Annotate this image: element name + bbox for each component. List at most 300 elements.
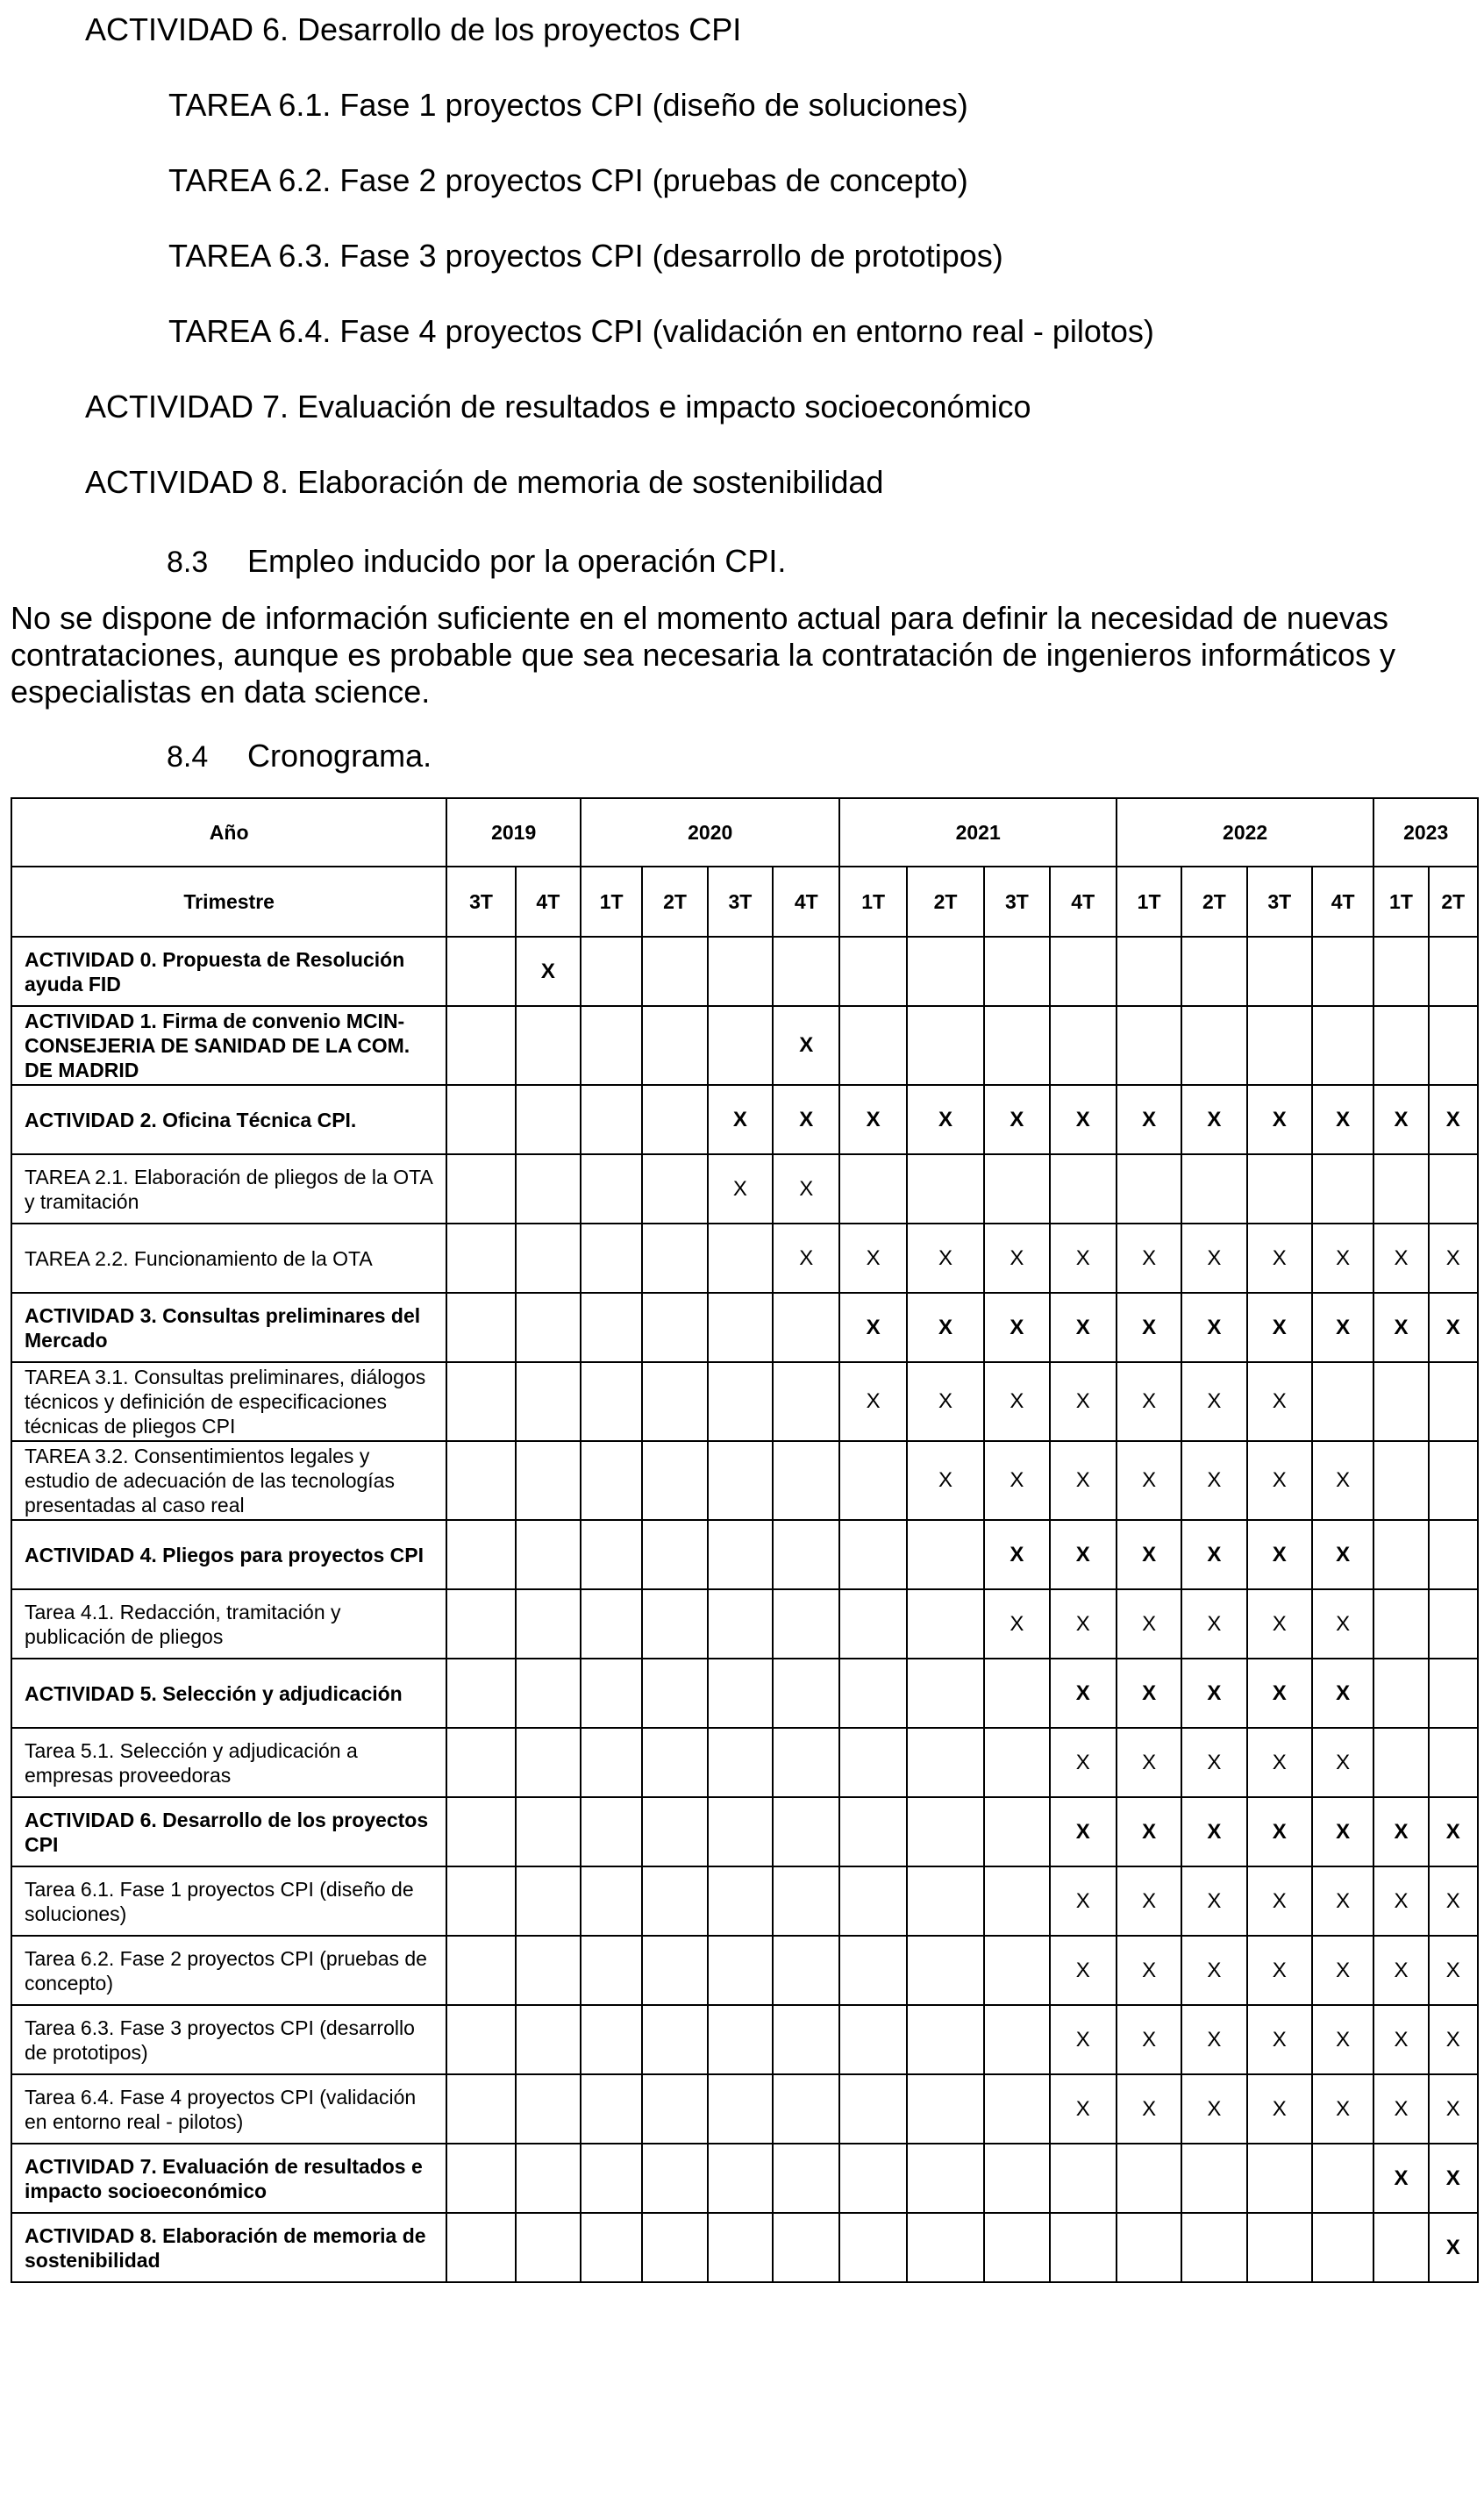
schedule-mark-cell (773, 1866, 839, 1936)
schedule-mark-cell (708, 937, 773, 1006)
activity-label-cell: ACTIVIDAD 6. Desarrollo de los proyectos CPI (11, 1797, 446, 1866)
schedule-mark-cell (516, 1154, 581, 1224)
year-cell: 2019 (446, 798, 581, 867)
schedule-mark-cell: X (1117, 1520, 1181, 1589)
schedule-mark-cell: X (1181, 2005, 1246, 2074)
schedule-mark-cell: X (1373, 1866, 1428, 1936)
schedule-mark-cell: X (1247, 1936, 1312, 2005)
schedule-mark-cell: X (1312, 2074, 1373, 2144)
schedule-mark-cell (1373, 1728, 1428, 1797)
schedule-mark-cell (907, 1006, 984, 1085)
schedule-mark-cell: X (984, 1520, 1049, 1589)
schedule-mark-cell: X (1181, 2074, 1246, 2144)
table-row (11, 1441, 1478, 1520)
schedule-mark-cell (446, 2213, 515, 2282)
schedule-mark-cell (516, 2005, 581, 2074)
schedule-mark-cell (839, 1441, 906, 1520)
schedule-mark-cell (839, 2213, 906, 2282)
section-8-3 (167, 542, 786, 582)
schedule-mark-cell (907, 2144, 984, 2213)
schedule-mark-cell: X (1181, 1085, 1246, 1154)
schedule-mark-cell (581, 1224, 642, 1293)
quarter-cell: 2T (907, 867, 984, 937)
schedule-mark-cell (1373, 1362, 1428, 1441)
schedule-mark-cell: X (1429, 1797, 1478, 1866)
schedule-mark-cell (708, 1659, 773, 1728)
schedule-mark-cell (1429, 1520, 1478, 1589)
quarter-cell: 3T (446, 867, 515, 937)
schedule-mark-cell: X (1181, 1362, 1246, 1441)
schedule-mark-cell: X (1050, 1589, 1117, 1659)
schedule-mark-cell (984, 1728, 1049, 1797)
schedule-mark-cell (1117, 937, 1181, 1006)
schedule-mark-cell (708, 1866, 773, 1936)
schedule-mark-cell (708, 1441, 773, 1520)
schedule-mark-cell (581, 2074, 642, 2144)
schedule-mark-cell: X (773, 1085, 839, 1154)
schedule-mark-cell (773, 2213, 839, 2282)
quarter-cell: 2T (1429, 867, 1478, 937)
schedule-mark-cell: X (1373, 1797, 1428, 1866)
schedule-mark-cell: X (1247, 1728, 1312, 1797)
schedule-mark-cell (839, 1589, 906, 1659)
schedule-mark-cell (773, 1362, 839, 1441)
schedule-mark-cell: X (1429, 2144, 1478, 2213)
schedule-mark-cell (642, 2005, 707, 2074)
schedule-mark-cell (708, 1728, 773, 1797)
line-tarea-6-3: TAREA 6.3. Fase 3 proyectos CPI (desarrollo de prototipos) (168, 238, 1003, 274)
schedule-mark-cell (642, 1006, 707, 1085)
schedule-mark-cell: X (516, 937, 581, 1006)
schedule-mark-cell: X (1312, 1659, 1373, 1728)
schedule-mark-cell (984, 1659, 1049, 1728)
table-row (11, 1154, 1478, 1224)
schedule-mark-cell: X (1247, 1293, 1312, 1362)
schedule-mark-cell (708, 1362, 773, 1441)
schedule-mark-cell (984, 1866, 1049, 1936)
schedule-mark-cell (642, 1866, 707, 1936)
schedule-mark-cell (581, 1293, 642, 1362)
schedule-mark-cell (984, 2144, 1049, 2213)
schedule-mark-cell (984, 1936, 1049, 2005)
activity-label-cell: ACTIVIDAD 5. Selección y adjudicación (11, 1659, 446, 1728)
paragraph-empleo (11, 600, 1475, 710)
schedule-mark-cell (1429, 1659, 1478, 1728)
quarter-cell: 3T (1247, 867, 1312, 937)
schedule-mark-cell (1373, 1520, 1428, 1589)
schedule-mark-cell (446, 1006, 515, 1085)
schedule-mark-cell: X (1312, 1936, 1373, 2005)
schedule-mark-cell: X (1373, 2074, 1428, 2144)
schedule-mark-cell (516, 1936, 581, 2005)
quarter-label-cell: Trimestre (11, 867, 446, 937)
schedule-mark-cell (1247, 1006, 1312, 1085)
schedule-mark-cell: X (1117, 1293, 1181, 1362)
quarter-cell: 4T (1312, 867, 1373, 937)
table-row (11, 1224, 1478, 1293)
schedule-mark-cell: X (907, 1362, 984, 1441)
quarter-cell: 1T (1117, 867, 1181, 937)
schedule-mark-cell (446, 1154, 515, 1224)
cronograma-table (11, 797, 1479, 2283)
schedule-mark-cell (1312, 1362, 1373, 1441)
schedule-mark-cell (1181, 937, 1246, 1006)
schedule-mark-cell: X (1373, 2005, 1428, 2074)
schedule-mark-cell: X (1429, 2213, 1478, 2282)
schedule-mark-cell (446, 2005, 515, 2074)
schedule-mark-cell (708, 2213, 773, 2282)
schedule-mark-cell (984, 2074, 1049, 2144)
schedule-mark-cell (907, 1797, 984, 1866)
quarter-cell: 1T (581, 867, 642, 937)
schedule-mark-cell: X (1050, 1520, 1117, 1589)
quarter-cell: 1T (839, 867, 906, 937)
section-8-4-number: 8.4 (167, 740, 209, 774)
schedule-mark-cell: X (1181, 1797, 1246, 1866)
activity-label-cell: ACTIVIDAD 4. Pliegos para proyectos CPI (11, 1520, 446, 1589)
schedule-mark-cell (642, 1659, 707, 1728)
quarter-cell: 2T (642, 867, 707, 937)
schedule-mark-cell (1247, 2213, 1312, 2282)
schedule-mark-cell: X (1247, 2074, 1312, 2144)
schedule-mark-cell: X (1429, 1936, 1478, 2005)
schedule-mark-cell (1312, 2213, 1373, 2282)
schedule-mark-cell (1117, 1154, 1181, 1224)
schedule-mark-cell (581, 2144, 642, 2213)
activity-label-cell: Tarea 6.4. Fase 4 proyectos CPI (validación en entorno real - pilotos) (11, 2074, 446, 2144)
schedule-mark-cell: X (1117, 1659, 1181, 1728)
schedule-mark-cell: X (1050, 1441, 1117, 1520)
schedule-mark-cell: X (1429, 1866, 1478, 1936)
schedule-mark-cell (839, 1154, 906, 1224)
schedule-mark-cell (642, 1441, 707, 1520)
schedule-mark-cell: X (907, 1224, 984, 1293)
schedule-mark-cell: X (984, 1441, 1049, 1520)
schedule-mark-cell: X (1050, 1866, 1117, 1936)
schedule-mark-cell (984, 937, 1049, 1006)
schedule-mark-cell: X (1117, 2005, 1181, 2074)
schedule-mark-cell (708, 2074, 773, 2144)
schedule-mark-cell (516, 1797, 581, 1866)
schedule-mark-cell (839, 2005, 906, 2074)
schedule-mark-cell: X (984, 1224, 1049, 1293)
schedule-mark-cell: X (1312, 2005, 1373, 2074)
quarter-cell: 3T (708, 867, 773, 937)
schedule-mark-cell (581, 1085, 642, 1154)
schedule-mark-cell (446, 1362, 515, 1441)
schedule-mark-cell (984, 2005, 1049, 2074)
schedule-mark-cell (1429, 1441, 1478, 1520)
schedule-mark-cell (446, 1797, 515, 1866)
schedule-mark-cell (907, 1866, 984, 1936)
schedule-mark-cell (839, 1659, 906, 1728)
schedule-mark-cell (839, 1728, 906, 1797)
schedule-mark-cell (446, 2144, 515, 2213)
schedule-mark-cell: X (1247, 1441, 1312, 1520)
schedule-mark-cell (839, 1520, 906, 1589)
table-row (11, 1659, 1478, 1728)
quarter-cell: 3T (984, 867, 1049, 937)
schedule-mark-cell: X (1117, 2074, 1181, 2144)
schedule-mark-cell: X (1181, 1441, 1246, 1520)
schedule-mark-cell (581, 1006, 642, 1085)
schedule-mark-cell (642, 1936, 707, 2005)
table-row (11, 1293, 1478, 1362)
schedule-mark-cell (446, 1589, 515, 1659)
schedule-mark-cell: X (1247, 1659, 1312, 1728)
schedule-mark-cell (516, 2074, 581, 2144)
table-row (11, 1936, 1478, 2005)
table-row (11, 2213, 1478, 2282)
year-cell: 2022 (1117, 798, 1373, 867)
schedule-mark-cell (1312, 937, 1373, 1006)
schedule-mark-cell (1050, 937, 1117, 1006)
table-row (11, 1728, 1478, 1797)
schedule-mark-cell: X (1312, 1866, 1373, 1936)
schedule-mark-cell (581, 1728, 642, 1797)
schedule-mark-cell (1373, 1006, 1428, 1085)
table-row (11, 1797, 1478, 1866)
schedule-mark-cell (581, 1520, 642, 1589)
schedule-mark-cell (839, 2074, 906, 2144)
schedule-mark-cell (907, 2213, 984, 2282)
schedule-mark-cell: X (984, 1589, 1049, 1659)
schedule-mark-cell (446, 1293, 515, 1362)
schedule-mark-cell: X (1247, 1520, 1312, 1589)
table-row (11, 1085, 1478, 1154)
table-row (11, 1520, 1478, 1589)
activity-label-cell: TAREA 2.1. Elaboración de pliegos de la OTA y tramitación (11, 1154, 446, 1224)
schedule-mark-cell: X (839, 1293, 906, 1362)
schedule-mark-cell (642, 1728, 707, 1797)
schedule-mark-cell (1429, 1362, 1478, 1441)
schedule-mark-cell: X (1050, 1728, 1117, 1797)
schedule-mark-cell (642, 2074, 707, 2144)
schedule-mark-cell (446, 937, 515, 1006)
schedule-mark-cell (1247, 2144, 1312, 2213)
quarter-cell: 4T (773, 867, 839, 937)
schedule-mark-cell: X (708, 1085, 773, 1154)
schedule-mark-cell: X (1312, 1224, 1373, 1293)
schedule-mark-cell (907, 1154, 984, 1224)
schedule-mark-cell (642, 2144, 707, 2213)
activity-label-cell: ACTIVIDAD 2. Oficina Técnica CPI. (11, 1085, 446, 1154)
schedule-mark-cell (1181, 1006, 1246, 1085)
schedule-mark-cell: X (1312, 1589, 1373, 1659)
schedule-mark-cell (642, 1520, 707, 1589)
schedule-mark-cell (1050, 2213, 1117, 2282)
schedule-mark-cell: X (1247, 1224, 1312, 1293)
line-tarea-6-4: TAREA 6.4. Fase 4 proyectos CPI (validación en entorno real - pilotos) (168, 313, 1154, 349)
schedule-mark-cell (1247, 937, 1312, 1006)
schedule-mark-cell (1050, 2144, 1117, 2213)
schedule-mark-cell: X (708, 1154, 773, 1224)
activity-label-cell: Tarea 5.1. Selección y adjudicación a empresas proveedoras (11, 1728, 446, 1797)
schedule-mark-cell (1050, 1006, 1117, 1085)
schedule-mark-cell: X (773, 1154, 839, 1224)
schedule-mark-cell (1117, 2144, 1181, 2213)
activity-label-cell: TAREA 3.1. Consultas preliminares, diálogos técnicos y definición de especificaciones técnicas de pliegos CPI (11, 1362, 446, 1441)
schedule-mark-cell: X (1050, 2005, 1117, 2074)
table-row (11, 1866, 1478, 1936)
paragraph-line: especialistas en data science. (11, 674, 431, 710)
schedule-mark-cell: X (1312, 1293, 1373, 1362)
schedule-mark-cell (516, 2144, 581, 2213)
schedule-mark-cell (907, 1589, 984, 1659)
schedule-mark-cell: X (1181, 1659, 1246, 1728)
activity-label-cell: Tarea 6.2. Fase 2 proyectos CPI (pruebas de concepto) (11, 1936, 446, 2005)
schedule-mark-cell (581, 1659, 642, 1728)
schedule-mark-cell (984, 1154, 1049, 1224)
schedule-mark-cell: X (907, 1441, 984, 1520)
schedule-mark-cell: X (1050, 1936, 1117, 2005)
schedule-mark-cell: X (1373, 1085, 1428, 1154)
schedule-mark-cell: X (1050, 1293, 1117, 1362)
schedule-mark-cell (773, 937, 839, 1006)
quarter-cell: 4T (1050, 867, 1117, 937)
schedule-mark-cell (581, 2005, 642, 2074)
schedule-mark-cell (581, 1797, 642, 1866)
schedule-mark-cell (839, 1006, 906, 1085)
schedule-mark-cell (907, 1728, 984, 1797)
schedule-mark-cell (516, 1728, 581, 1797)
schedule-mark-cell (907, 937, 984, 1006)
schedule-mark-cell: X (1050, 1085, 1117, 1154)
schedule-mark-cell (516, 1224, 581, 1293)
schedule-mark-cell (642, 1362, 707, 1441)
schedule-mark-cell: X (1247, 1797, 1312, 1866)
schedule-mark-cell (708, 1520, 773, 1589)
activity-label-cell: Tarea 6.3. Fase 3 proyectos CPI (desarrollo de prototipos) (11, 2005, 446, 2074)
schedule-mark-cell (581, 2213, 642, 2282)
schedule-mark-cell (773, 1589, 839, 1659)
schedule-mark-cell (1312, 1154, 1373, 1224)
schedule-mark-cell: X (839, 1224, 906, 1293)
schedule-mark-cell (642, 1589, 707, 1659)
schedule-mark-cell: X (773, 1224, 839, 1293)
schedule-mark-cell (1312, 1006, 1373, 1085)
schedule-mark-cell (446, 1659, 515, 1728)
schedule-mark-cell: X (1117, 1224, 1181, 1293)
year-label-cell: Año (11, 798, 446, 867)
schedule-mark-cell (446, 1866, 515, 1936)
table-row (11, 2144, 1478, 2213)
year-cell: 2021 (839, 798, 1116, 867)
schedule-mark-cell (1117, 2213, 1181, 2282)
schedule-mark-cell (773, 1728, 839, 1797)
schedule-mark-cell (1373, 1154, 1428, 1224)
year-cell: 2020 (581, 798, 839, 867)
schedule-mark-cell (839, 1866, 906, 1936)
schedule-mark-cell (773, 1797, 839, 1866)
schedule-mark-cell (1373, 2213, 1428, 2282)
schedule-mark-cell (708, 1293, 773, 1362)
schedule-mark-cell (1247, 1154, 1312, 1224)
schedule-mark-cell: X (1247, 1589, 1312, 1659)
schedule-mark-cell: X (1181, 1866, 1246, 1936)
schedule-mark-cell: X (1247, 1085, 1312, 1154)
schedule-mark-cell: X (907, 1293, 984, 1362)
schedule-mark-cell (1429, 937, 1478, 1006)
schedule-mark-cell: X (1050, 2074, 1117, 2144)
schedule-mark-cell (581, 1441, 642, 1520)
section-8-3-title: Empleo inducido por la operación CPI. (247, 543, 787, 579)
schedule-mark-cell (1429, 1154, 1478, 1224)
schedule-mark-cell (708, 2144, 773, 2213)
schedule-mark-cell (839, 1936, 906, 2005)
schedule-mark-cell (1429, 1589, 1478, 1659)
schedule-mark-cell (581, 1589, 642, 1659)
schedule-mark-cell (1312, 2144, 1373, 2213)
section-8-4-title: Cronograma. (247, 738, 432, 774)
schedule-mark-cell: X (1117, 1936, 1181, 2005)
schedule-mark-cell (516, 1659, 581, 1728)
schedule-mark-cell: X (1247, 2005, 1312, 2074)
schedule-mark-cell (773, 1936, 839, 2005)
schedule-mark-cell: X (839, 1085, 906, 1154)
schedule-mark-cell (516, 1866, 581, 1936)
year-header-row (11, 798, 1478, 867)
schedule-mark-cell: X (1050, 1797, 1117, 1866)
schedule-mark-cell: X (1312, 1085, 1373, 1154)
schedule-mark-cell (642, 1154, 707, 1224)
schedule-mark-cell: X (1117, 1589, 1181, 1659)
schedule-mark-cell (839, 2144, 906, 2213)
table-row (11, 2005, 1478, 2074)
schedule-mark-cell: X (1312, 1797, 1373, 1866)
schedule-mark-cell (708, 1224, 773, 1293)
schedule-mark-cell (907, 2005, 984, 2074)
schedule-mark-cell (446, 1728, 515, 1797)
schedule-mark-cell: X (1429, 1224, 1478, 1293)
schedule-mark-cell: X (1050, 1659, 1117, 1728)
schedule-mark-cell (907, 1520, 984, 1589)
schedule-mark-cell (516, 2213, 581, 2282)
activity-label-cell: ACTIVIDAD 0. Propuesta de Resolución ayuda FID (11, 937, 446, 1006)
schedule-mark-cell: X (1050, 1362, 1117, 1441)
schedule-mark-cell (984, 2213, 1049, 2282)
schedule-mark-cell: X (1117, 1085, 1181, 1154)
schedule-mark-cell: X (1312, 1728, 1373, 1797)
activity-label-cell: ACTIVIDAD 1. Firma de convenio MCIN-CONSEJERIA DE SANIDAD DE LA COM. DE MADRID (11, 1006, 446, 1085)
table-row (11, 2074, 1478, 2144)
schedule-mark-cell: X (1429, 1085, 1478, 1154)
schedule-mark-cell: X (1312, 1520, 1373, 1589)
schedule-mark-cell (984, 1797, 1049, 1866)
schedule-mark-cell: X (1117, 1728, 1181, 1797)
schedule-mark-cell: X (907, 1085, 984, 1154)
schedule-mark-cell (773, 2074, 839, 2144)
schedule-mark-cell: X (1181, 1224, 1246, 1293)
section-8-3-number: 8.3 (167, 546, 209, 579)
schedule-mark-cell: X (1373, 1293, 1428, 1362)
schedule-mark-cell (446, 1520, 515, 1589)
schedule-mark-cell (516, 1006, 581, 1085)
schedule-mark-cell: X (984, 1085, 1049, 1154)
activity-label-cell: TAREA 2.2. Funcionamiento de la OTA (11, 1224, 446, 1293)
schedule-mark-cell (581, 1154, 642, 1224)
schedule-mark-cell (516, 1085, 581, 1154)
heading-actividad-7: ACTIVIDAD 7. Evaluación de resultados e impacto socioeconómico (85, 389, 1031, 425)
schedule-mark-cell (581, 1362, 642, 1441)
schedule-mark-cell: X (1117, 1797, 1181, 1866)
schedule-mark-cell (446, 1441, 515, 1520)
schedule-mark-cell (1117, 1006, 1181, 1085)
schedule-mark-cell: X (1181, 1589, 1246, 1659)
schedule-mark-cell (839, 937, 906, 1006)
schedule-mark-cell: X (1247, 1866, 1312, 1936)
schedule-mark-cell (446, 1224, 515, 1293)
